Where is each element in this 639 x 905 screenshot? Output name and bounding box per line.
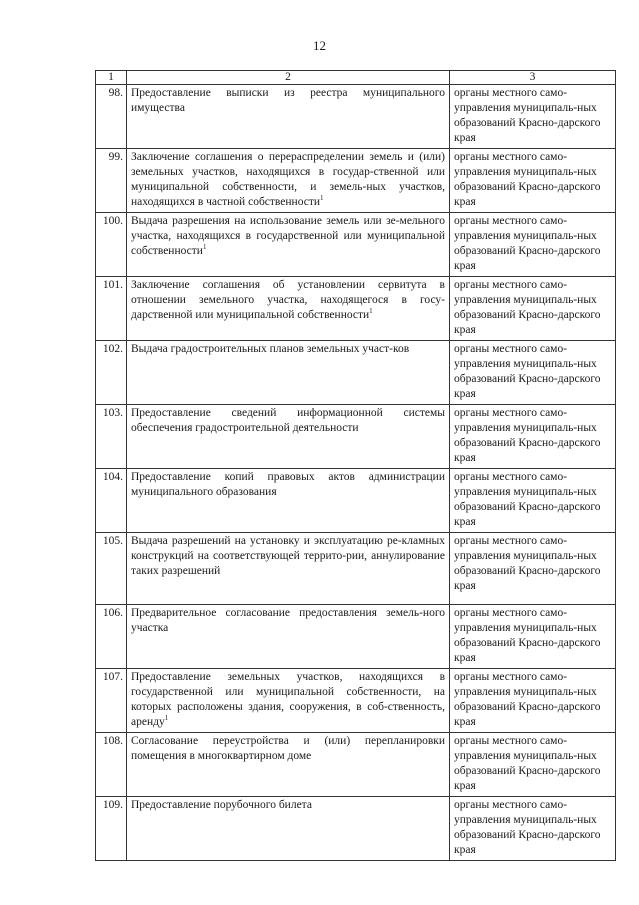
responsible-body: органы местного само-управления муниципаль-ных образований Красно-дарского края bbox=[450, 533, 616, 605]
service-name-text: Заключение соглашения о перераспределении земель и (или) земельных участков, находящихся в государ-ственной или муниципальной собственности, и земель-ных участков, находящихся в частной собственности bbox=[131, 151, 445, 208]
table-header-row bbox=[96, 71, 616, 85]
row-number: 103. bbox=[96, 405, 127, 469]
table-row bbox=[96, 85, 616, 149]
service-name bbox=[127, 533, 450, 605]
service-name bbox=[127, 405, 450, 469]
row-number: 102. bbox=[96, 341, 127, 405]
row-number: 101. bbox=[96, 277, 127, 341]
footnote-marker: 1 bbox=[369, 307, 373, 316]
table-row bbox=[96, 733, 616, 797]
service-name bbox=[127, 85, 450, 149]
table-row bbox=[96, 469, 616, 533]
service-name-text: Предоставление сведений информационной системы обеспечения градостроительной деятельности bbox=[131, 407, 445, 434]
service-name-text: Предоставление копий правовых актов администрации муниципального образования bbox=[131, 471, 445, 498]
service-name-text: Предварительное согласование предоставления земель-ного участка bbox=[131, 607, 445, 634]
footnote-marker: 1 bbox=[202, 243, 207, 252]
table-row bbox=[96, 277, 616, 341]
service-name-text: Выдача разрешения на использование земель или зе-мельного участка, находящихся в государственной или муниципальной собственности bbox=[131, 215, 445, 257]
table-row bbox=[96, 341, 616, 405]
responsible-body: органы местного само-управления муниципаль-ных образований Красно-дарского края bbox=[450, 85, 616, 149]
service-name-text: Заключение соглашения об установлении сервитута в отношении земельного участка, находящегося в госу-дарственной или муниципальной собственности bbox=[131, 279, 445, 321]
row-number: 99. bbox=[96, 149, 127, 213]
row-number: 100. bbox=[96, 213, 127, 277]
service-name-text: Согласование переустройства и (или) перепланировки помещения в многоквартирном доме bbox=[131, 735, 445, 762]
table-row bbox=[96, 797, 616, 861]
header-cell-number: 1 bbox=[96, 71, 127, 85]
row-number: 105. bbox=[96, 533, 127, 605]
responsible-body: органы местного само-управления муниципаль-ных образований Красно-дарского края bbox=[450, 277, 616, 341]
service-name bbox=[127, 213, 450, 277]
row-number: 98. bbox=[96, 85, 127, 149]
table-row bbox=[96, 213, 616, 277]
footnote-marker: 1 bbox=[320, 194, 324, 203]
row-number: 108. bbox=[96, 733, 127, 797]
service-name-text: Предоставление выписки из реестра муниципального имущества bbox=[131, 87, 445, 114]
service-name bbox=[127, 733, 450, 797]
service-name-text: Выдача градостроительных планов земельных участ-ков bbox=[131, 343, 410, 355]
service-name bbox=[127, 341, 450, 405]
header-cell-service: 2 bbox=[127, 71, 450, 85]
footnote-marker: 1 bbox=[164, 714, 169, 723]
row-number: 104. bbox=[96, 469, 127, 533]
table-row bbox=[96, 405, 616, 469]
service-name bbox=[127, 149, 450, 213]
table-row bbox=[96, 149, 616, 213]
responsible-body: органы местного само-управления муниципаль-ных образований Красно-дарского края bbox=[450, 341, 616, 405]
service-name-text: Предоставление порубочного билета bbox=[131, 799, 312, 811]
responsible-body: органы местного само-управления муниципаль-ных образований Красно-дарского края bbox=[450, 797, 616, 861]
service-name-text: Предоставление земельных участков, находящихся в государственной или муниципальной собственности, на которых расположены здания, сооружения, в соб-ственность, аренду bbox=[131, 671, 445, 728]
header-cell-body: 3 bbox=[450, 71, 616, 85]
table-row bbox=[96, 605, 616, 669]
responsible-body: органы местного само-управления муниципаль-ных образований Красно-дарского края bbox=[450, 149, 616, 213]
service-name bbox=[127, 797, 450, 861]
service-name bbox=[127, 669, 450, 733]
responsible-body: органы местного само-управления муниципаль-ных образований Красно-дарского края bbox=[450, 405, 616, 469]
row-number: 109. bbox=[96, 797, 127, 861]
service-name bbox=[127, 469, 450, 533]
responsible-body: органы местного само-управления муниципаль-ных образований Красно-дарского края bbox=[450, 469, 616, 533]
table-row bbox=[96, 533, 616, 605]
table-row bbox=[96, 669, 616, 733]
responsible-body: органы местного само-управления муниципаль-ных образований Красно-дарского края bbox=[450, 733, 616, 797]
service-name bbox=[127, 277, 450, 341]
page-number: 12 bbox=[313, 38, 326, 53]
services-table bbox=[95, 70, 616, 861]
row-number: 107. bbox=[96, 669, 127, 733]
responsible-body: органы местного само-управления муниципаль-ных образований Красно-дарского края bbox=[450, 605, 616, 669]
row-number: 106. bbox=[96, 605, 127, 669]
responsible-body: органы местного само-управления муниципаль-ных образований Красно-дарского края bbox=[450, 669, 616, 733]
service-name bbox=[127, 605, 450, 669]
responsible-body: органы местного само-управления муниципаль-ных образований Красно-дарского края bbox=[450, 213, 616, 277]
service-name-text: Выдача разрешений на установку и эксплуатацию ре-кламных конструкций на соответствующей террито-рии, аннулирование таких разрешений bbox=[131, 535, 445, 577]
